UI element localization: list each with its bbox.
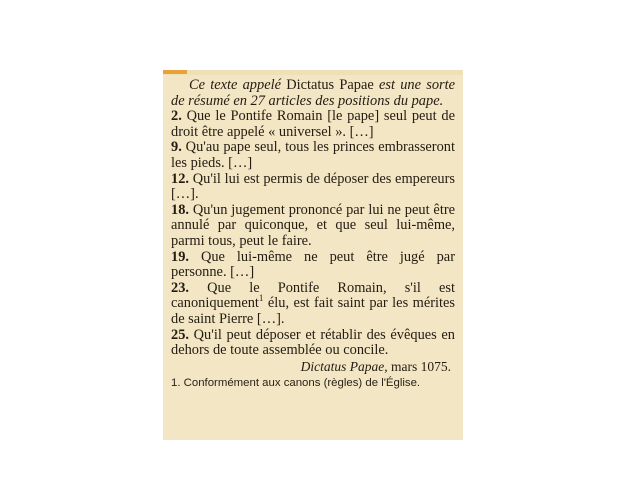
page-top-band [163,70,463,75]
article-number: 9. [171,139,182,156]
intro-paragraph [171,78,455,109]
article-text: Qu'un jugement prononcé par lui ne peut être annulé par quiconque, et que seul lui-même, parmi tous, peut le faire. [171,201,455,249]
source-date: , mars 1075. [384,358,451,374]
intro-italic-a: Ce texte appelé [189,77,287,93]
intro-title: Dictatus Papae [286,77,374,93]
article-text: Qu'il lui est permis de déposer des empereurs […]. [171,170,455,203]
source-title: Dictatus Papae [300,358,385,374]
article-2 [171,109,455,140]
article-text: Que le Pontife Romain [le pape] seul peut de droit être appelé « universel ». […] [171,108,455,140]
article-number: 23. [171,279,189,296]
source-citation [171,359,455,375]
article-text-a: Que le Pontife Romain, s'il est canoniquement [171,279,455,312]
article-25 [171,328,455,359]
article-number: 25. [171,326,189,343]
article-19 [171,250,455,281]
article-23 [171,281,455,328]
orange-accent-bar [163,70,187,74]
intro-italic-b: est une sorte de résumé en 27 articles des positions du pape. [171,77,456,109]
article-text: Qu'il peut déposer et rétablir des évêques en dehors de toute assemblée ou concile. [171,326,455,359]
article-text: Que lui-même ne peut être jugé par personne. […] [171,248,455,281]
footnote: 1. Conformément aux canons (règles) de l'Église. [171,377,421,390]
article-text: Qu'au pape seul, tous les princes embrasseront les pieds. […] [171,139,455,171]
article-12 [171,172,455,203]
article-number: 19. [171,248,189,265]
article-18 [171,203,455,250]
footnote-ref: 1 [258,293,264,304]
article-9 [171,140,455,171]
article-text-b: élu, est fait saint par les mérites de saint Pierre […]. [171,295,455,327]
document-scan [163,70,463,440]
article-number: 2. [171,108,182,125]
article-number: 12. [171,170,189,187]
document-body [171,78,455,359]
article-number: 18. [171,201,189,218]
